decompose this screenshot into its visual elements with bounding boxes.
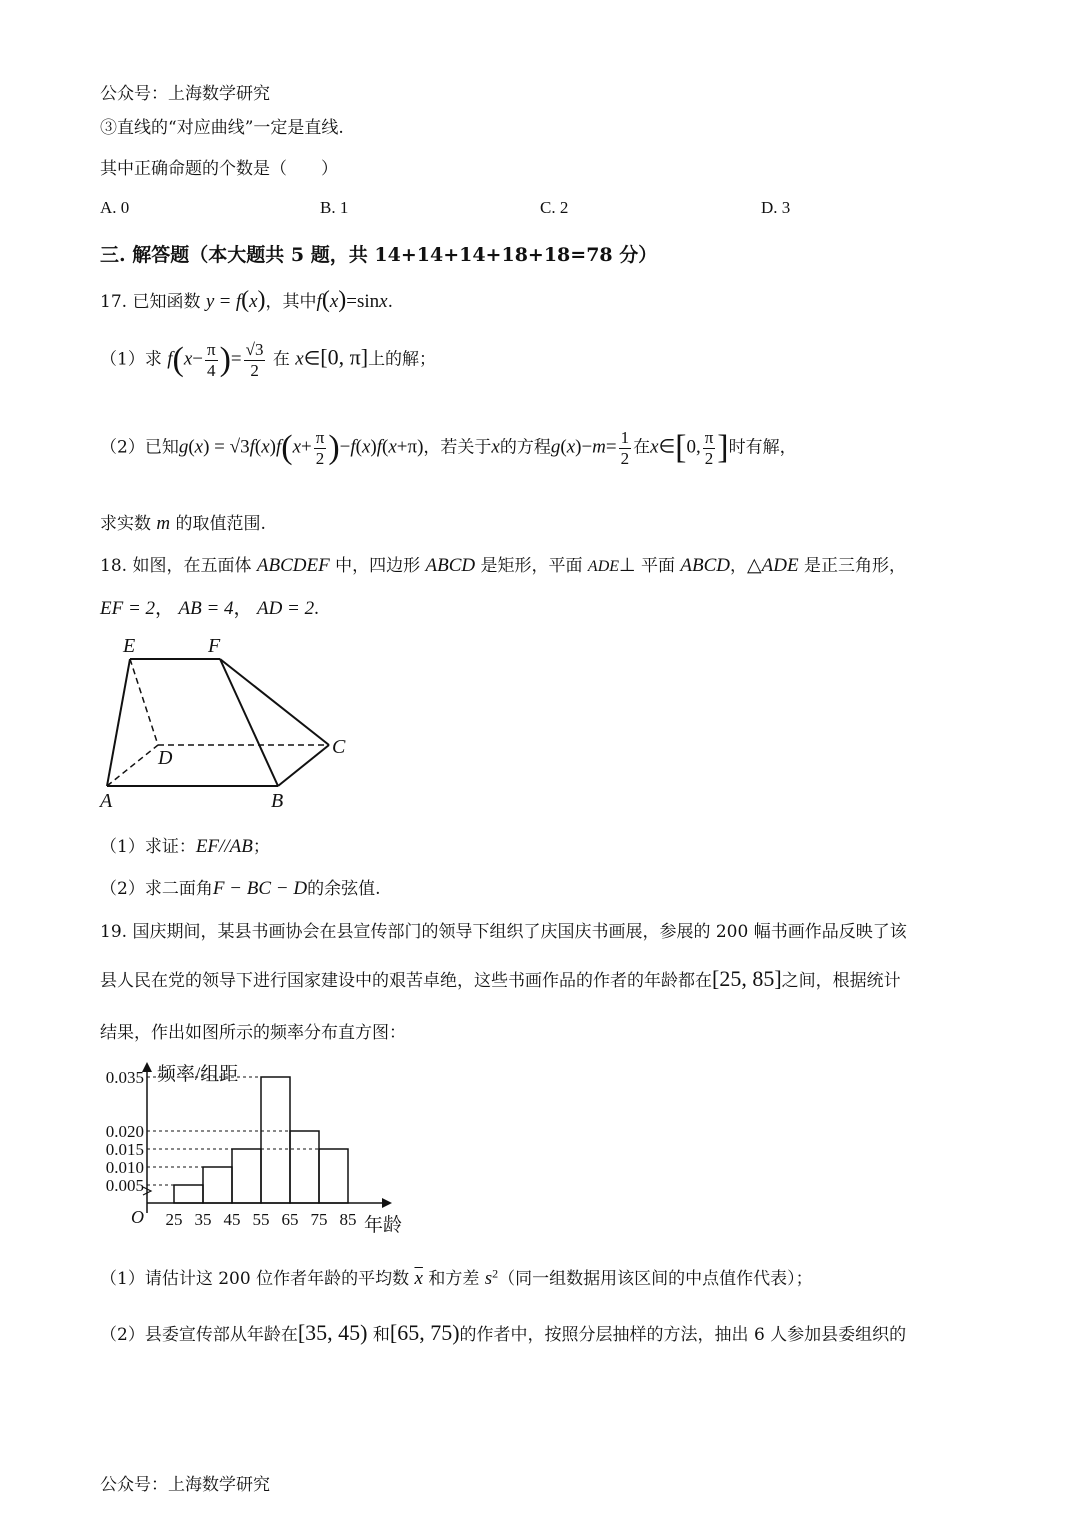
q18-t2: 是矩形，平面 (480, 556, 583, 576)
q19-p2b: 和 (372, 1325, 390, 1345)
q19-part-2: （2）县委宣传部从年龄在[35, 45) 和[65, 75)的作者中，按照分层抽样的方法，抽出 6 人参加县委组织的 (100, 1320, 907, 1345)
q18-p2-expr: F − BC − D (212, 878, 308, 899)
q19-p1-mid: 和方差 (428, 1269, 480, 1289)
q19-line-1: 19. 国庆期间，某县书画协会在县宣传部门的领导下组织了庆国庆书画展，参展的 200 幅书画作品反映了该 (100, 922, 907, 942)
histogram-bar (203, 1167, 232, 1203)
q19-line2b: 之间，根据统计 (781, 971, 901, 991)
q18-cond-ef: EF = 2 (100, 598, 156, 619)
section-count: 5 (290, 244, 305, 266)
frequency-histogram (92, 1058, 422, 1238)
q18-p2-label: （2）求二面角 (100, 879, 213, 899)
q17-number: 17. 已知函数 (100, 292, 201, 312)
section-number: 三. (100, 244, 126, 266)
q19-part-1: （1）请估计这 200 位作者年龄的平均数 $\overline{x}$ 和方差 $s^2$（同一组数据用该区间的中点值作代表）； (100, 1266, 813, 1289)
q17-p2-line2: 求实数 (100, 514, 151, 534)
vertex-label-d: D (158, 747, 173, 769)
q18-t4: ， (730, 556, 748, 576)
q17-part-2-line-2: 求实数 m 的取值范围. (100, 513, 266, 534)
q18-cond-ab: AB = 4 (178, 598, 234, 619)
q19-p1: （1）请估计这 200 位作者年龄的平均数 (100, 1269, 410, 1289)
origin-label: O (131, 1207, 144, 1227)
q18-t3: 平面 (641, 556, 675, 576)
x-tick-label: 25 (165, 1210, 183, 1229)
y-axis-label: 频率/组距 (157, 1064, 239, 1085)
x-tick-label: 35 (194, 1210, 212, 1229)
section-title: 解答题（本大题共 (132, 244, 285, 266)
q18-stem: 18. 如图，在五面体 ABCDEF 中，四边形 ABCD 是矩形，平面 ADE⊥ 平面 ABCD，△ADE 是正三角形， (100, 555, 906, 576)
y-tick-label: 0.010 (105, 1158, 144, 1177)
pentahedron-figure (96, 630, 366, 815)
q17-p1-end: 上的解； (368, 349, 437, 370)
q17-stem: 17. 已知函数 y = f(x)，其中f(x)=sinx. (100, 287, 394, 313)
q19-p1-end: （同一组数据用该区间的中点值作代表）； (498, 1269, 813, 1289)
q18-intro: 18. 如图，在五面体 (100, 556, 252, 576)
histogram-bar (261, 1077, 290, 1203)
q18-p2-end: 的余弦值. (307, 879, 381, 899)
q18-p1-expr: EF//AB (195, 836, 253, 857)
q18-part-2 (100, 874, 380, 900)
q17-p2-eq: 的方程 (499, 437, 551, 458)
histogram-bar (319, 1149, 348, 1203)
q16-option-d: D. 3 (761, 198, 791, 217)
x-axis-arrow (382, 1198, 392, 1208)
q16-option-c: C. 2 (540, 198, 569, 217)
vertex-label-a: A (100, 790, 113, 812)
q16-item-3: ③直线的“对应曲线”一定是直线. (100, 118, 344, 138)
q19-line2a: 县人民在党的领导下进行国家建设中的艰苦卓绝，这些书画作品的作者的年龄都在 (100, 971, 712, 991)
section-score: 14+14+14+18+18=78 (374, 244, 613, 266)
section-mid: 题，共 (310, 244, 368, 266)
page-footer: 公众号：上海数学研究 (100, 1475, 270, 1495)
q19-line-3: 结果，作出如图所示的频率分布直方图： (100, 1023, 406, 1043)
x-tick-label: 85 (339, 1210, 357, 1229)
section-suffix: 分） (619, 244, 658, 266)
histogram-bar (232, 1149, 261, 1203)
q16-option-a: A. 0 (100, 198, 130, 217)
y-tick-label: 0.015 (105, 1140, 144, 1159)
vertex-label-e: E (123, 635, 136, 657)
y-tick-label: 0.035 (105, 1068, 144, 1087)
x-tick-label: 45 (223, 1210, 241, 1229)
x-tick-label: 55 (252, 1210, 270, 1229)
q18-p1-end: ； (252, 837, 270, 857)
histogram-bar (290, 1131, 319, 1203)
q18-part-1 (100, 832, 270, 858)
q17-part-1: （1）求 f(x− $\frac{\pi}{4}$ )= $\frac{√3}{2}$ 在 x∈[0, π]上的解； (100, 340, 437, 380)
q18-t5: 是正三角形， (803, 556, 906, 576)
q17-p1-label: （1）求 (100, 349, 162, 370)
q19-line-2: 县人民在党的领导下进行国家建设中的艰苦卓绝，这些书画作品的作者的年龄都在[25, 85]之间，根据统计 (100, 966, 901, 991)
q16-stem: 其中正确命题的个数是（ ） (100, 159, 338, 179)
vertex-label-f: F (208, 635, 221, 657)
q17-part-2: （2）已知g(x) = √3f(x)f(x+ $\frac{\pi}{2}$ )−f(x)f(x+π)，若关于x的方程g(x)−m= $\frac{1}{2}$ 在x∈[0, $\frac{\pi}{2}$ ]时有解， (100, 428, 797, 468)
y-tick-label: 0.005 (105, 1176, 144, 1195)
page-header: 公众号：上海数学研究 (100, 84, 270, 104)
q18-cond-ad: AD = 2 (256, 598, 315, 619)
histogram-bar (174, 1185, 203, 1203)
q18-p1-label: （1）求证： (100, 837, 196, 857)
q17-p2-in: 在 (633, 437, 651, 458)
q17-p2-end: 时有解， (728, 437, 797, 458)
y-tick-label: 0.020 (105, 1122, 144, 1141)
vertex-label-c: C (332, 736, 346, 758)
q17-p2-mid: ，若关于 (423, 437, 492, 458)
x-tick-label: 75 (310, 1210, 328, 1229)
q18-conditions: EF = 2， AB = 4， AD = 2. (100, 598, 319, 619)
q17-p2-line2-end: 的取值范围. (175, 514, 266, 534)
x-axis-label: 年龄 (364, 1215, 403, 1236)
x-tick-label: 65 (281, 1210, 299, 1229)
q17-p2-label: （2）已知 (100, 437, 179, 458)
q19-p2c: 的作者中，按照分层抽样的方法，抽出 6 人参加县委组织的 (459, 1325, 907, 1345)
q16-option-b: B. 1 (320, 198, 349, 217)
q19-p2a: （2）县委宣传部从年龄在 (100, 1325, 298, 1345)
q17-p1-in: 在 (272, 349, 290, 370)
q18-t1: 中，四边形 (335, 556, 421, 576)
section-heading (100, 240, 657, 267)
vertex-label-b: B (271, 790, 284, 812)
q17-where: ，其中 (265, 292, 317, 312)
